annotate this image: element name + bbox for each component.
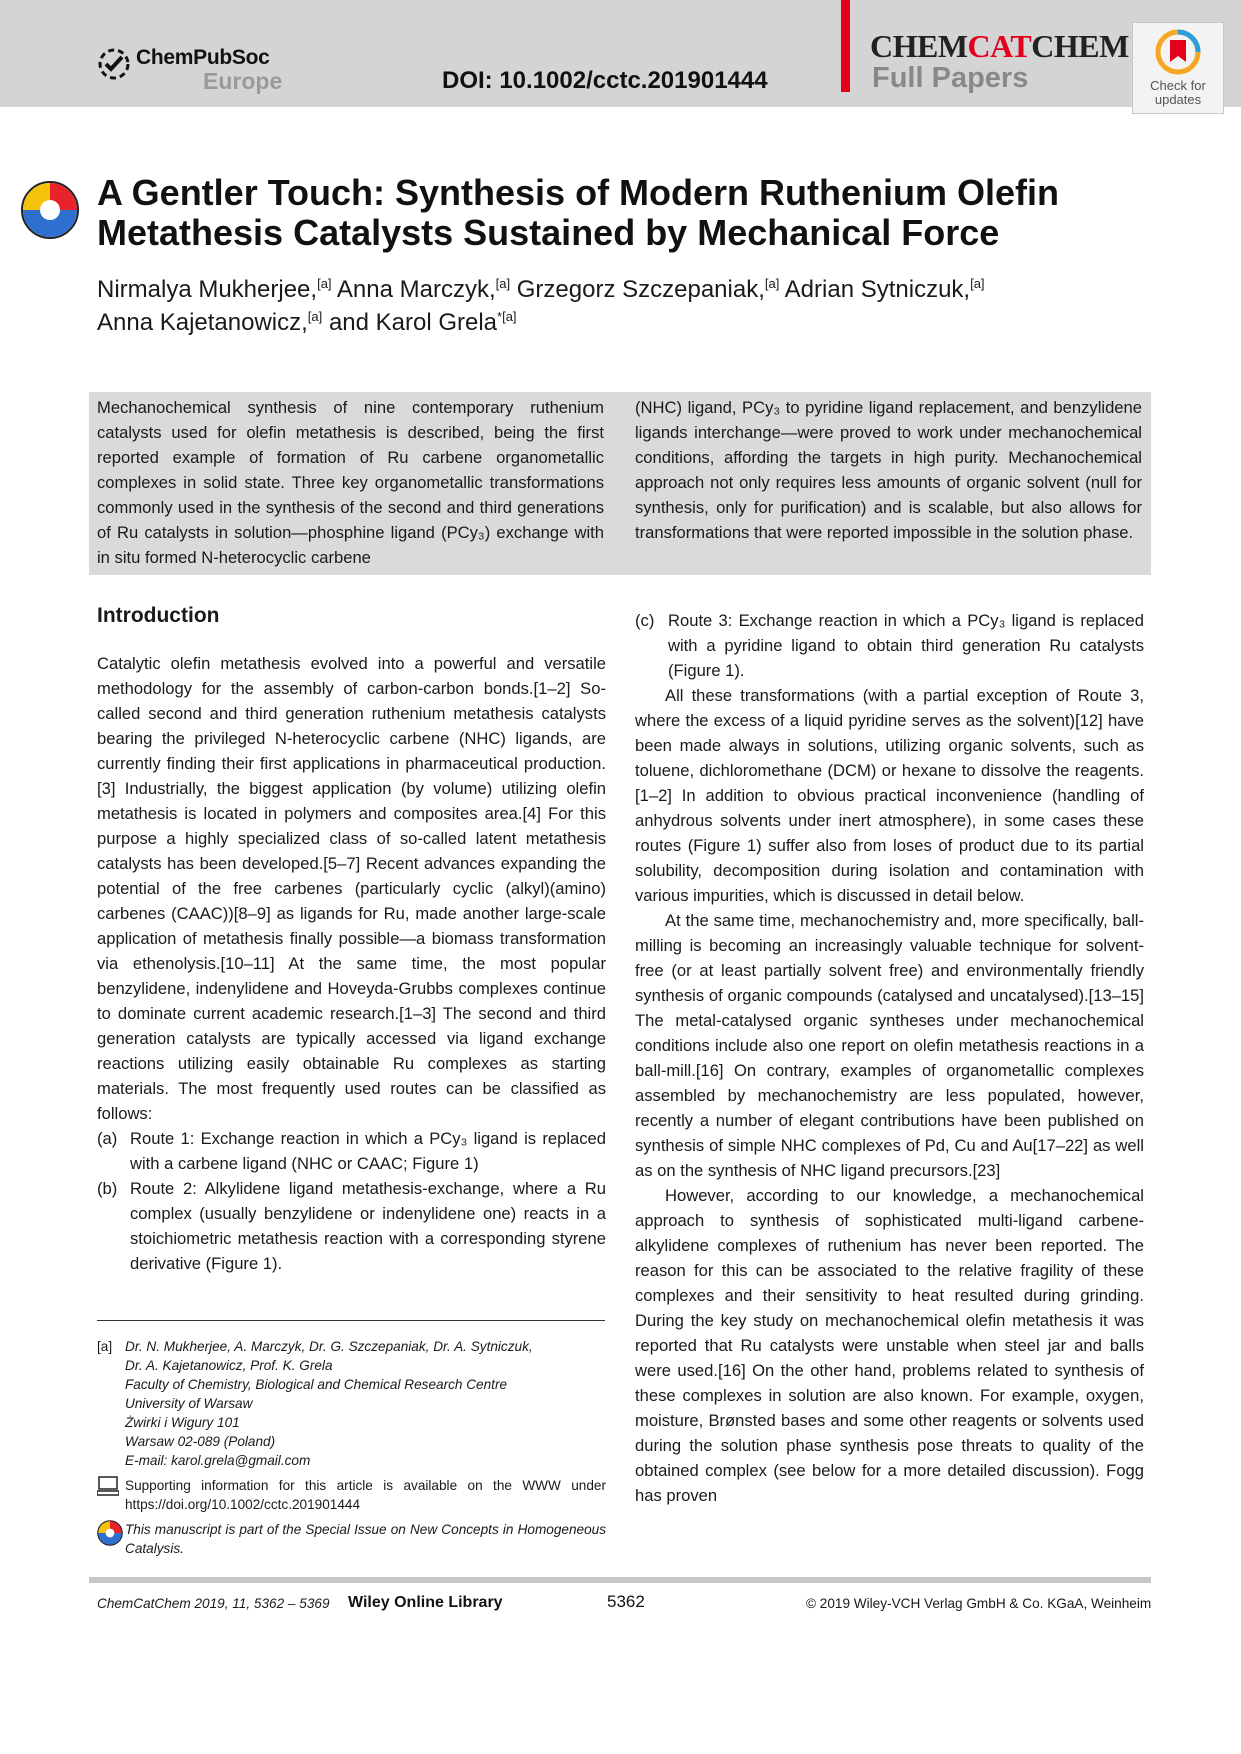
computer-icon (97, 1476, 125, 1514)
abstract-left: Mechanochemical synthesis of nine contemporary ruthenium catalysts used for olefin metathesis is described, being the first reported example of formation of Ru carbene organometallic complexes in solid state. Three key organometallic transformations commonly used in the synthesis of the second and third generations of Ru catalysts in solution—phosphine ligand (PCy₃) exchange with in situ formed N-heterocyclic carbene (97, 398, 604, 567)
intro-paragraph: Catalytic olefin metathesis evolved into a powerful and versatile methodology for the assembly of carbon-carbon bonds.[1–2] So-called second and third generation ruthenium metathesis catalysts bearing the privileged N-heterocyclic carbene (NHC) ligands, are currently finding their first applications in pharmaceutical production.[3] Industrially, the biggest application (by volume) utilizing olefin metathesis is located in polymers and composites area.[4] For this purpose a highly specialized class of so-called latent metathesis catalysts has been developed.[5–7] Recent advances expanding the potential of the free carbenes (particularly cyclic (alkyl)(amino) carbenes (CAAC))[8–9] as ligands for Ru, made another large-scale application of metathesis finally possible—a biomass transformation via ethenolysis.[10–11] At the same time, the most popular benzylidene, indenylidene and Hoveyda-Grubbs complexes continue to dominate current academic research.[1–3] The second and third generation catalysts are typically accessed via ligand exchange reactions utilizing easily obtainable Ru complexes as starting materials. The most frequently used routes can be classified as follows: (97, 654, 606, 1123)
email-link[interactable]: E-mail: karol.grela@gmail.com (125, 1453, 311, 1468)
special-issue-note (97, 1520, 606, 1558)
supporting-info-text[interactable]: Supporting information for this article is available on the WWW under https://doi.org/10.1002/cctc.201901444 (125, 1478, 606, 1512)
journal-part1: CHEM (870, 28, 968, 64)
author-affiliation: *[a] (497, 309, 517, 324)
page-number: 5362 (607, 1592, 645, 1611)
author-name[interactable]: Anna Marczyk, (336, 276, 496, 303)
article-title: A Gentler Touch: Synthesis of Modern Ruthenium Olefin Metathesis Catalysts Sustained by Mechanical Force (97, 172, 1060, 253)
route-text: Route 1: Exchange reaction in which a PCy₃ ligand is replaced with a carbene ligand (NHC or CAAC; Figure 1) (130, 1129, 606, 1173)
affiliation-footnote (97, 1337, 606, 1470)
affiliation-lines (125, 1337, 533, 1470)
footnotes (97, 1337, 606, 1558)
footer-copyright: © 2019 Wiley-VCH Verlag GmbH & Co. KGaA, Weinheim (806, 1596, 1152, 1611)
author-name[interactable]: Adrian Sytniczuk, (784, 276, 971, 303)
footer-divider (89, 1577, 1151, 1583)
chempubsoc-logo[interactable] (96, 44, 296, 96)
supporting-info-note (97, 1476, 606, 1514)
author-name[interactable]: Anna Kajetanowicz, (97, 309, 308, 336)
check-for-updates-button[interactable] (1132, 22, 1224, 114)
journal-part2: CAT (967, 28, 1032, 64)
affiliation-line: Dr. A. Kajetanowicz, Prof. K. Grela (125, 1358, 333, 1373)
route-label: (a) (97, 1129, 118, 1148)
route-text: Route 3: Exchange reaction in which a PCy₃ ligand is replaced with a pyridine ligand to obtain third generation Ru catalysts (Figure 1). (668, 611, 1144, 680)
wiley-online-library-link[interactable]: Wiley Online Library (348, 1594, 503, 1611)
route-item-a (97, 1126, 606, 1176)
abstract-right: (NHC) ligand, PCy₃ to pyridine ligand replacement, and benzylidene ligands interchange—were proved to work under mechanochemical conditions, affording the targets in high purity. Mechanochemical approach not only requires less amounts of organic solvent (null for synthesis, only for purification) and is scalable, but also allows for transformations that were reported impossible in the solution phase. (635, 398, 1142, 542)
affiliation-line: University of Warsaw (125, 1396, 253, 1411)
special-issue-icon (20, 180, 80, 240)
journal-title (870, 28, 1129, 65)
body-left-column (97, 603, 606, 1276)
route-label: (b) (97, 1179, 118, 1198)
footnote-divider (97, 1320, 605, 1321)
journal-part3: CHEM (1031, 28, 1129, 64)
bookmark-ring-icon (1153, 27, 1203, 77)
body-paragraph: However, according to our knowledge, a mechanochemical approach to synthesis of sophisticated multi-ligand carbene-alkylidene complexes of ruthenium has never been reported. The reason for this can be associated to the relative fragility of these complexes and their sensitivity to heat resulted during grinding. During the key study on mechanochemical olefin metathesis it was reported that Ru catalysts were unstable when steel jar and balls were used.[16] On the other hand, problems related to synthesis of these complexes in solution are also known. For example, oxygen, moisture, Brønsted bases and some other reagents or solvents used during the solution phase synthesis pose threats to quality of the obtained complex (see below for a more detailed discussion). Fogg has proven (635, 1186, 1144, 1505)
accent-bar (841, 0, 850, 92)
special-issue-text: This manuscript is part of the Special Issue on New Concepts in Homogeneous Catalysis. (125, 1522, 606, 1556)
author-name[interactable]: Nirmalya Mukherjee, (97, 276, 318, 303)
body-right-column (635, 608, 1144, 1508)
affiliation-line: Faculty of Chemistry, Biological and Chemical Research Centre (125, 1377, 508, 1392)
route-item-c (635, 608, 1144, 683)
stars-circle-icon (96, 46, 132, 82)
affiliation-line: Dr. N. Mukherjee, A. Marczyk, Dr. G. Szczepaniak, Dr. A. Sytniczuk, (125, 1339, 533, 1354)
section-label: Full Papers (872, 62, 1029, 94)
author-name[interactable]: Grzegorz Szczepaniak, (516, 276, 765, 303)
section-heading-introduction: Introduction (97, 604, 220, 627)
author-affiliation: [a] (495, 276, 511, 291)
body-paragraph: All these transformations (with a partial exception of Route 3, where the excess of a liquid pyridine serves as the solvent)[12] have been made always in solutions, utilizing organic solvents, such as toluene, dichloromethane (DCM) or hexane to dissolve the reagents.[1–2] In addition to obvious practical inconvenience (handling of anhydrous solvents under inert atmosphere), in some cases these routes (Figure 1) suffer also from loses of product due to its partial solubility, decomposition during isolation and contamination with various impurities, which is discussed in detail below. (635, 686, 1144, 905)
author-affiliation: [a] (970, 276, 985, 291)
footer-citation: ChemCatChem 2019, 11, 5362 – 5369 (97, 1596, 330, 1611)
logo-line1: ChemPubSoc (136, 46, 270, 69)
doi-label[interactable]: DOI: 10.1002/cctc.201901444 (442, 67, 768, 94)
special-issue-small-icon (97, 1520, 125, 1558)
footnote-label: [a] (97, 1339, 113, 1354)
route-item-b (97, 1176, 606, 1276)
author-name[interactable]: and Karol Grela (328, 309, 498, 336)
logo-line2: Europe (203, 68, 283, 94)
body-paragraph: At the same time, mechanochemistry and, more specifically, ball-milling is becoming an increasingly valuable technique for solvent-free (or at least partially solvent free) and environmentally friendly synthesis of organic compounds (catalysed and uncatalysed).[13–15] The metal-catalysed organic syntheses under mechanochemical conditions include also one report on olefin metathesis reactions in a ball-mill.[16] On contrary, examples of organometallic complexes assembled by mechanochemistry are less populated, however, recently a number of elegant contributions have been published on synthesis of simple NHC complexes of Pd, Cu and Au[17–22] as well as on the synthesis of NHC ligand precursors.[23] (635, 911, 1144, 1180)
author-affiliation: [a] (317, 276, 332, 291)
author-affiliation: [a] (764, 276, 780, 291)
route-text: Route 2: Alkylidene ligand metathesis-exchange, where a Ru complex (usually benzylidene or indenylidene one) reacts in a stoichiometric metathesis reaction with a corresponding styrene derivative (Figure 1). (130, 1179, 606, 1273)
check-for-updates-label: Check for updates (1150, 78, 1206, 107)
affiliation-line: Żwirki i Wigury 101 (125, 1415, 240, 1430)
author-list (97, 273, 1197, 339)
route-label: (c) (635, 611, 655, 630)
author-affiliation: [a] (307, 309, 323, 324)
affiliation-line: Warsaw 02-089 (Poland) (125, 1434, 276, 1449)
